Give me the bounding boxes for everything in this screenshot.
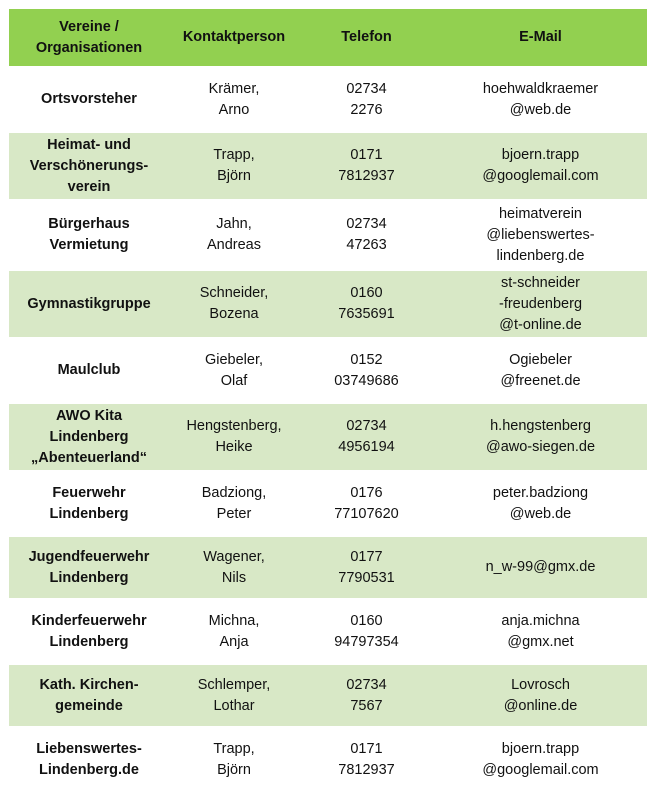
cell-organisation-line: gemeinde: [55, 697, 123, 714]
cell-contact-line: Wagener,: [203, 548, 265, 565]
cell-phone-line: 0160: [350, 285, 383, 301]
cell-email-line: @t-online.de: [499, 316, 582, 333]
cell-contact-line: Trapp,: [213, 147, 255, 163]
cell-email-line: anja.michna: [501, 612, 580, 629]
cell-contact-line: Giebeler,: [204, 351, 264, 368]
cell-email-line: @googlemail.com: [482, 761, 599, 778]
cell-organisation: [9, 404, 169, 470]
cell-phone-line: 0160: [350, 612, 383, 629]
cell-email: [434, 404, 647, 470]
header-phone: [299, 9, 434, 66]
table-row: [9, 69, 647, 130]
cell-organisation-line: Liebenswertes-: [36, 740, 142, 757]
cell-contact-line: Heike: [215, 439, 253, 455]
cell-phone-line: 7567: [350, 697, 383, 714]
cell-organisation-line: Jugendfeuerwehr: [28, 548, 150, 565]
table-row: [9, 271, 647, 337]
cell-phone-line: 94797354: [334, 633, 399, 650]
cell-contact: [169, 271, 299, 337]
table-row: [9, 601, 647, 662]
header-line: Telefon: [341, 29, 392, 45]
cell-contact-line: Andreas: [206, 237, 261, 253]
cell-email: [434, 729, 647, 790]
cell-phone: [299, 537, 434, 598]
cell-email: [434, 537, 647, 598]
cell-organisation-line: Verschönerungs-: [29, 157, 149, 174]
cell-contact: [169, 665, 299, 726]
cell-email-line: @online.de: [503, 697, 578, 714]
cell-contact-line: Björn: [217, 761, 251, 778]
cell-contact-line: Olaf: [220, 372, 248, 389]
cell-phone-line: 0176: [350, 484, 383, 501]
cell-email-line: @googlemail.com: [482, 168, 599, 184]
cell-phone: [299, 271, 434, 337]
cell-email: [434, 271, 647, 337]
cell-contact-line: Bozena: [209, 306, 259, 322]
contact-table: [9, 6, 647, 793]
cell-organisation-line: Heimat- und: [47, 136, 131, 153]
cell-contact-line: Hengstenberg,: [186, 418, 282, 434]
cell-contact: [169, 133, 299, 199]
table-row: [9, 473, 647, 534]
header-line: Kontaktperson: [182, 29, 286, 45]
cell-contact: [169, 473, 299, 534]
cell-organisation: [9, 69, 169, 130]
cell-email-line: @awo-siegen.de: [485, 439, 596, 455]
cell-phone-line: 7790531: [338, 569, 395, 586]
cell-organisation-line: Maulclub: [57, 362, 121, 378]
cell-contact-line: Trapp,: [213, 740, 255, 757]
cell-email-line: bjoern.trapp: [501, 740, 580, 757]
cell-phone-line: 02734: [346, 216, 387, 232]
header-line: Vereine /: [59, 18, 119, 35]
cell-email-line: hoehwaldkraemer: [482, 80, 599, 97]
cell-contact-line: Anja: [219, 633, 249, 650]
cell-phone-line: 0152: [350, 351, 383, 368]
cell-email-line: -freudenberg: [498, 295, 583, 312]
cell-phone-line: 0171: [350, 740, 383, 757]
cell-organisation-line: Feuerwehr: [52, 484, 126, 501]
cell-phone-line: 03749686: [334, 372, 399, 389]
cell-phone-line: 02734: [346, 80, 387, 97]
cell-contact-line: Krämer,: [208, 80, 260, 97]
cell-phone: [299, 202, 434, 268]
cell-email-line: n_w-99@gmx.de: [485, 559, 596, 575]
table-row: [9, 404, 647, 470]
cell-organisation-line: Kath. Kirchen-: [39, 676, 139, 693]
cell-organisation-line: verein: [67, 178, 111, 195]
cell-phone: [299, 133, 434, 199]
cell-organisation-line: Kinderfeuerwehr: [31, 612, 147, 629]
cell-contact: [169, 69, 299, 130]
cell-phone-line: 02734: [346, 418, 387, 434]
cell-organisation-line: Bürgerhaus: [48, 216, 130, 232]
cell-email: [434, 69, 647, 130]
cell-organisation-line: Lindenberg: [49, 633, 129, 650]
cell-phone: [299, 404, 434, 470]
cell-email-line: peter.badziong: [492, 484, 589, 501]
table-row: [9, 340, 647, 401]
cell-email: [434, 601, 647, 662]
table-header-row: [9, 9, 647, 66]
cell-email-line: h.hengstenberg: [490, 418, 591, 434]
cell-email-line: Ogiebeler: [509, 351, 572, 368]
cell-email-line: @liebenswertes-: [486, 226, 595, 243]
cell-organisation-line: Lindenberg.de: [39, 761, 139, 778]
cell-contact-line: Jahn,: [216, 216, 252, 232]
cell-organisation-line: Lindenberg: [49, 569, 129, 586]
cell-organisation-line: Lindenberg: [49, 428, 129, 445]
cell-email: [434, 133, 647, 199]
cell-email-line: st-schneider: [501, 274, 580, 291]
cell-contact: [169, 202, 299, 268]
cell-phone-line: 4956194: [338, 439, 395, 455]
table-row: [9, 537, 647, 598]
cell-organisation-line: Ortsvorsteher: [41, 91, 137, 107]
cell-organisation: [9, 665, 169, 726]
cell-organisation-line: „Abenteuerland“: [30, 449, 147, 466]
cell-contact-line: Lothar: [213, 697, 255, 714]
header-organisation: [9, 9, 169, 66]
cell-organisation: [9, 133, 169, 199]
cell-email: [434, 202, 647, 268]
cell-contact-line: Peter: [216, 505, 252, 522]
cell-phone: [299, 601, 434, 662]
cell-email-line: @web.de: [509, 505, 572, 522]
cell-contact-line: Arno: [218, 101, 250, 118]
cell-email-line: bjoern.trapp: [501, 147, 580, 163]
cell-phone: [299, 729, 434, 790]
cell-email-line: @freenet.de: [500, 372, 581, 389]
cell-phone: [299, 665, 434, 726]
cell-organisation-line: AWO Kita: [55, 407, 123, 424]
header-line: Organisationen: [35, 39, 143, 56]
cell-organisation: [9, 473, 169, 534]
table-row: [9, 133, 647, 199]
cell-email: [434, 665, 647, 726]
table-row: [9, 665, 647, 726]
cell-email-line: Lovrosch: [511, 676, 570, 693]
cell-contact-line: Michna,: [208, 612, 260, 629]
cell-organisation-line: Lindenberg: [49, 505, 129, 522]
header-contact: [169, 9, 299, 66]
cell-contact-line: Nils: [221, 569, 247, 586]
table-row: [9, 729, 647, 790]
cell-contact-line: Badziong,: [201, 484, 267, 501]
cell-phone-line: 0177: [350, 548, 383, 565]
header-email: [434, 9, 647, 66]
cell-organisation-line: Gymnastikgruppe: [27, 295, 151, 312]
header-line: E-Mail: [519, 29, 562, 45]
cell-phone-line: 0171: [350, 147, 383, 163]
cell-phone-line: 77107620: [334, 505, 399, 522]
cell-organisation: [9, 271, 169, 337]
cell-contact: [169, 404, 299, 470]
cell-phone: [299, 69, 434, 130]
cell-contact: [169, 601, 299, 662]
cell-contact: [169, 729, 299, 790]
cell-organisation: [9, 729, 169, 790]
table-row: [9, 202, 647, 268]
cell-email: [434, 340, 647, 401]
cell-organisation: [9, 202, 169, 268]
cell-contact: [169, 537, 299, 598]
cell-phone: [299, 473, 434, 534]
cell-phone-line: 2276: [350, 101, 383, 118]
cell-email-line: @web.de: [509, 101, 572, 118]
cell-organisation-line: Vermietung: [49, 237, 129, 253]
cell-email-line: @gmx.net: [507, 633, 574, 650]
cell-contact-line: Björn: [217, 168, 251, 184]
cell-phone-line: 02734: [346, 676, 387, 693]
cell-contact-line: Schlemper,: [197, 676, 271, 693]
cell-phone-line: 7635691: [338, 306, 395, 322]
cell-contact: [169, 340, 299, 401]
cell-phone-line: 7812937: [338, 761, 395, 778]
cell-organisation: [9, 537, 169, 598]
cell-phone: [299, 340, 434, 401]
cell-phone-line: 7812937: [338, 168, 395, 184]
cell-phone-line: 47263: [346, 237, 387, 253]
cell-organisation: [9, 340, 169, 401]
cell-email-line: heimatverein: [498, 205, 582, 222]
cell-email: [434, 473, 647, 534]
cell-contact-line: Schneider,: [199, 285, 269, 301]
cell-organisation: [9, 601, 169, 662]
cell-email-line: lindenberg.de: [496, 247, 585, 264]
